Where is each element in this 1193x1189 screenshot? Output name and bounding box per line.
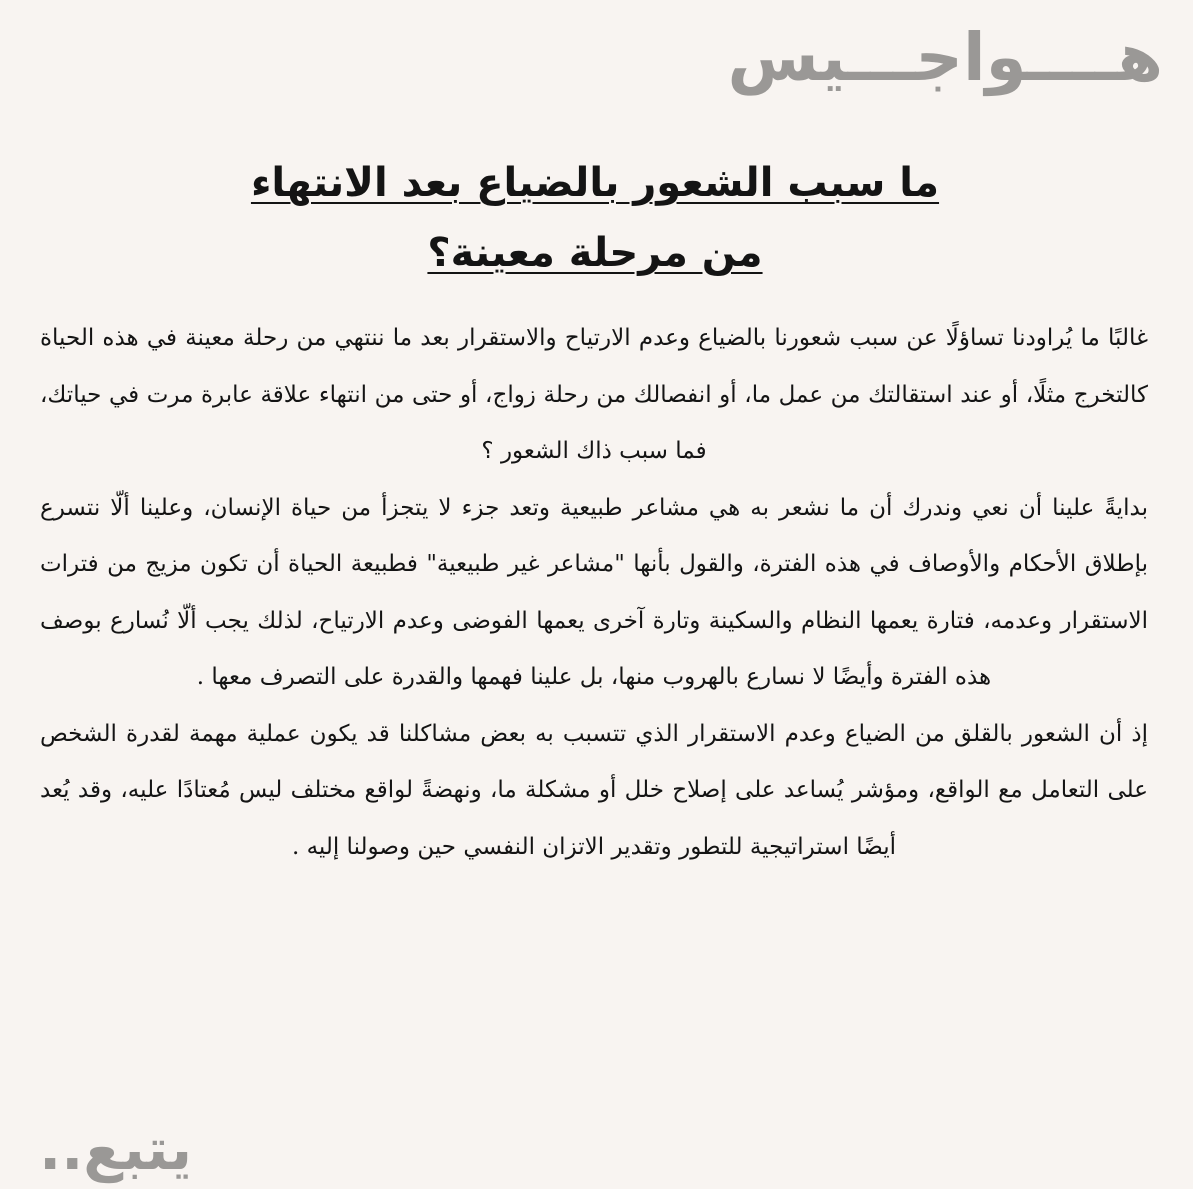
brand-logo-text: هــــواجـــيس [727,19,1163,96]
to-be-continued: يتبع.. [39,1115,192,1184]
article-title-line-2: من مرحلة معينة؟ [427,230,763,276]
paragraph-3: إذ أن الشعور بالقلق من الضياع وعدم الاستقرار الذي تتسبب به بعض مشاكلنا قد يكون عملية مهمة لقدرة الشخص على التعامل مع الواقع، ومؤشر يُساعد على إصلاح خلل أو مشكلة ما، ونهضةً لواقع مختلف ليس مُعتادًا عليه، وقد يُعد أيضًا استراتيجية للتطور وتقدير الاتزان النفسي حين وصولنا إليه . [40,720,1148,860]
article-body [40,310,1148,875]
article-title-line-1: ما سبب الشعور بالضياع بعد الانتهاء [250,160,940,206]
article-title [180,148,1010,288]
paragraph-1: غالبًا ما يُراودنا تساؤلًا عن سبب شعورنا بالضياع وعدم الارتياح والاستقرار بعد ما ننتهي من رحلة معينة في هذه الحياة كالتخرج مثلًا، أو عند استقالتك من عمل ما، أو انفصالك من رحلة زواج، أو حتى من انتهاء علاقة عابرة مرت في حياتك، فما سبب ذاك الشعور ؟ [40,325,1148,464]
paragraph-2: بدايةً علينا أن نعي وندرك أن ما نشعر به هي مشاعر طبيعية وتعد جزء لا يتجزأ من حياة الإنسان، وعلينا ألّا نتسرع بإطلاق الأحكام والأوصاف في هذه الفترة، والقول بأنها "مشاعر غير طبيعية" فطبيعة الحياة أن تكون مزيج من فترات الاستقرار وعدمه، فتارة يعمها النظام والسكينة وتارة آخرى يعمها الفوضى وعدم الارتياح، لذلك يجب ألّا نُسارع بوصف هذه الفترة وأيضًا لا نسارع بالهروب منها، بل علينا فهمها والقدرة على التصرف معها . [40,494,1148,690]
